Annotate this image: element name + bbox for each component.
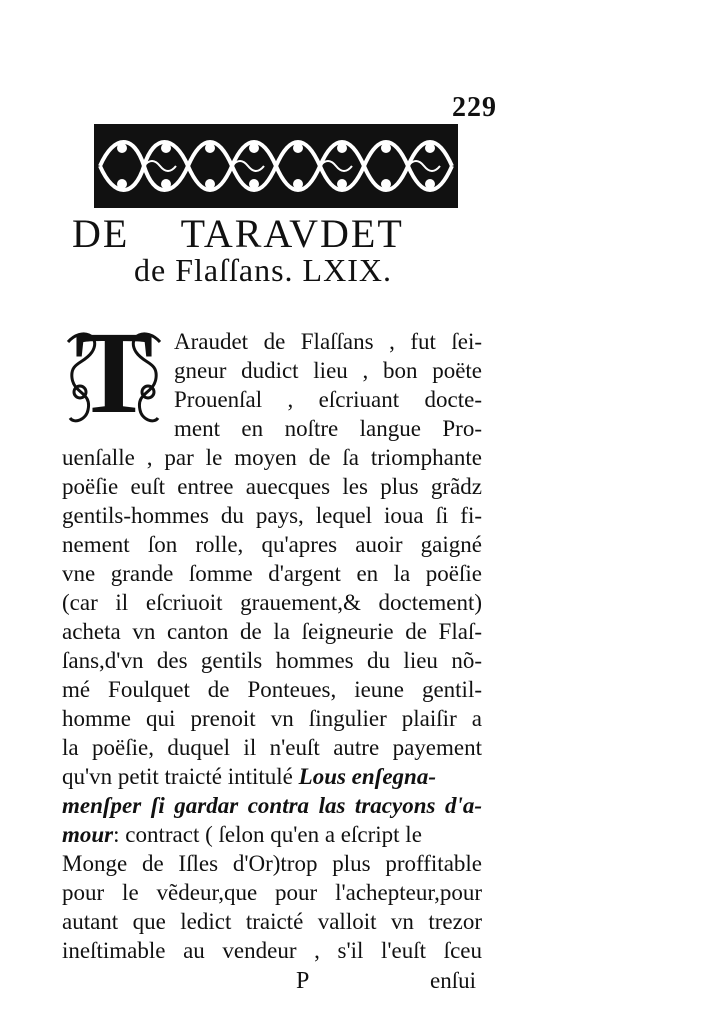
text-line: gneur dudict lieu , bon poëte — [174, 358, 482, 383]
drop-cap-letter: T — [74, 307, 154, 438]
text-line: ſans,d'vn des gentils hommes du lieu nõ- — [62, 648, 482, 673]
text-line: Prouenſal , eſcriuant docte- — [174, 387, 482, 412]
text-line: pour le vẽdeur,que pour l'achepteur,pour — [62, 880, 482, 905]
text-span: qu'vn petit traicté intitulé — [62, 764, 293, 789]
text-line: autant que ledict traicté valloit vn trezor — [62, 909, 482, 934]
text-line: la poëſie, duquel il n'euſt autre payement — [62, 735, 482, 760]
text-line: uenſalle , par le moyen de ſa triomphante — [62, 445, 482, 470]
text-line: Monge de Iſles d'Or)trop plus proffitable — [62, 851, 482, 876]
italic-title: Lous enſegna- — [298, 764, 437, 789]
text-line: vne grande ſomme d'argent en la poëſie — [62, 561, 482, 586]
text-line: Araudet de Flaſſans , fut ſei- — [174, 329, 482, 354]
text-line: mé Foulquet de Ponteues, ieune gentil- — [62, 677, 482, 702]
text-line — [62, 765, 482, 788]
text-line: (car il eſcriuoit grauement,& doctement) — [62, 590, 482, 615]
text-line: ineſtimable au vendeur , s'il l'euſt ſceu — [62, 938, 482, 963]
chapter-title-line2: de Flaſſans. LXIX. — [134, 252, 392, 288]
page-number: 229 — [452, 92, 497, 123]
chapter-title-line1: DE TARAVDET — [72, 211, 404, 256]
text-line: gentils-hommes du pays, lequel ioua ſi fi- — [62, 503, 482, 528]
text-line: ment en noſtre langue Pro- — [174, 416, 482, 441]
text-line: homme qui prenoit vn ſingulier plaiſir a — [62, 706, 482, 731]
text-line: acheta vn canton de la ſeigneurie de Flaſ- — [62, 619, 482, 644]
text-span: : contract ( ſelon qu'en a eſcript le — [113, 822, 422, 847]
text-line: poëſie euſt entree auecques les plus grãdz — [62, 474, 482, 499]
text-line: nement ſon rolle, qu'apres auoir gaigné — [62, 532, 482, 557]
text-line — [62, 823, 482, 846]
catchword: enſui — [430, 968, 476, 993]
signature-mark: P — [296, 968, 310, 994]
italic-title: mour — [62, 822, 114, 847]
text-line: menſper ſi gardar contra las tracyons d'a- — [62, 793, 482, 818]
